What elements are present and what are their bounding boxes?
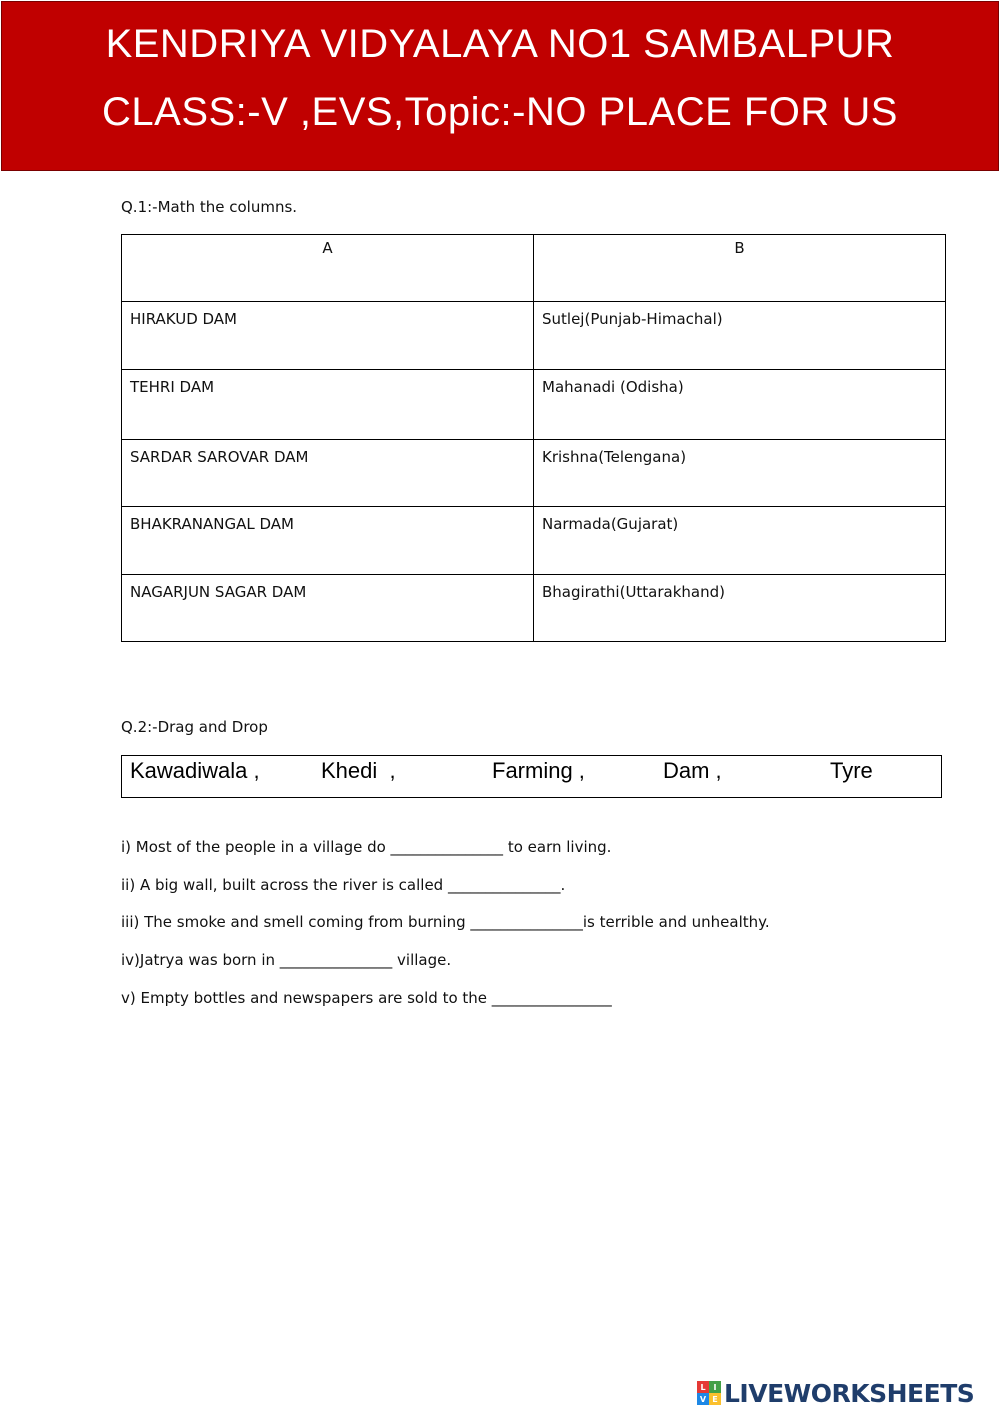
class-topic-title: CLASS:-V ,EVS,Topic:-NO PLACE FOR US bbox=[102, 90, 898, 134]
table-row bbox=[122, 575, 946, 642]
worksheet-header bbox=[1, 1, 999, 171]
fill-blank-sentence-4[interactable]: iv)Jatrya was born in _______________ village. bbox=[121, 951, 452, 969]
question-1-label: Q.1:-Math the columns. bbox=[121, 198, 298, 216]
logo-square-i: I bbox=[709, 1381, 721, 1393]
draggable-word-khedi[interactable]: Khedi , bbox=[321, 758, 396, 783]
river-cell[interactable]: Krishna(Telengana) bbox=[534, 440, 946, 507]
table-row bbox=[122, 370, 946, 440]
liveworksheets-logo-icon bbox=[697, 1381, 721, 1405]
river-cell[interactable]: Narmada(Gujarat) bbox=[534, 507, 946, 575]
word-bank bbox=[121, 755, 942, 798]
fill-blank-sentence-3[interactable]: iii) The smoke and smell coming from burning _______________is terrible and unhealthy. bbox=[121, 913, 770, 931]
draggable-word-farming[interactable]: Farming , bbox=[492, 758, 585, 783]
school-title: KENDRIYA VIDYALAYA NO1 SAMBALPUR bbox=[105, 22, 895, 66]
dam-name-cell[interactable]: SARDAR SAROVAR DAM bbox=[122, 440, 534, 507]
dam-name-cell[interactable]: HIRAKUD DAM bbox=[122, 302, 534, 370]
draggable-word-tyre[interactable]: Tyre bbox=[830, 758, 873, 783]
table-header-row bbox=[122, 235, 946, 302]
fill-blank-sentence-5[interactable]: v) Empty bottles and newspapers are sold to the ________________ bbox=[121, 989, 612, 1007]
river-cell[interactable]: Mahanadi (Odisha) bbox=[534, 370, 946, 440]
fill-blank-sentence-1[interactable]: i) Most of the people in a village do _______________ to earn living. bbox=[121, 838, 612, 856]
column-b-header: B bbox=[534, 235, 946, 302]
fill-blank-sentence-2[interactable]: ii) A big wall, built across the river is called _______________. bbox=[121, 876, 566, 894]
liveworksheets-logo[interactable] bbox=[697, 1378, 974, 1408]
dam-name-cell[interactable]: TEHRI DAM bbox=[122, 370, 534, 440]
dam-name-cell[interactable]: NAGARJUN SAGAR DAM bbox=[122, 575, 534, 642]
liveworksheets-brand-text: LIVEWORKSHEETS bbox=[724, 1378, 975, 1408]
draggable-word-dam[interactable]: Dam , bbox=[663, 758, 722, 783]
table-row bbox=[122, 507, 946, 575]
table-row bbox=[122, 302, 946, 370]
logo-square-l: L bbox=[697, 1381, 709, 1393]
question-2-label: Q.2:-Drag and Drop bbox=[121, 718, 268, 736]
logo-square-e: E bbox=[709, 1393, 721, 1405]
match-columns-table bbox=[121, 234, 946, 642]
logo-square-v: V bbox=[697, 1393, 709, 1405]
dam-name-cell[interactable]: BHAKRANANGAL DAM bbox=[122, 507, 534, 575]
draggable-word-kawadiwala[interactable]: Kawadiwala , bbox=[130, 758, 260, 783]
river-cell[interactable]: Bhagirathi(Uttarakhand) bbox=[534, 575, 946, 642]
river-cell[interactable]: Sutlej(Punjab-Himachal) bbox=[534, 302, 946, 370]
table-row bbox=[122, 440, 946, 507]
column-a-header: A bbox=[122, 235, 534, 302]
